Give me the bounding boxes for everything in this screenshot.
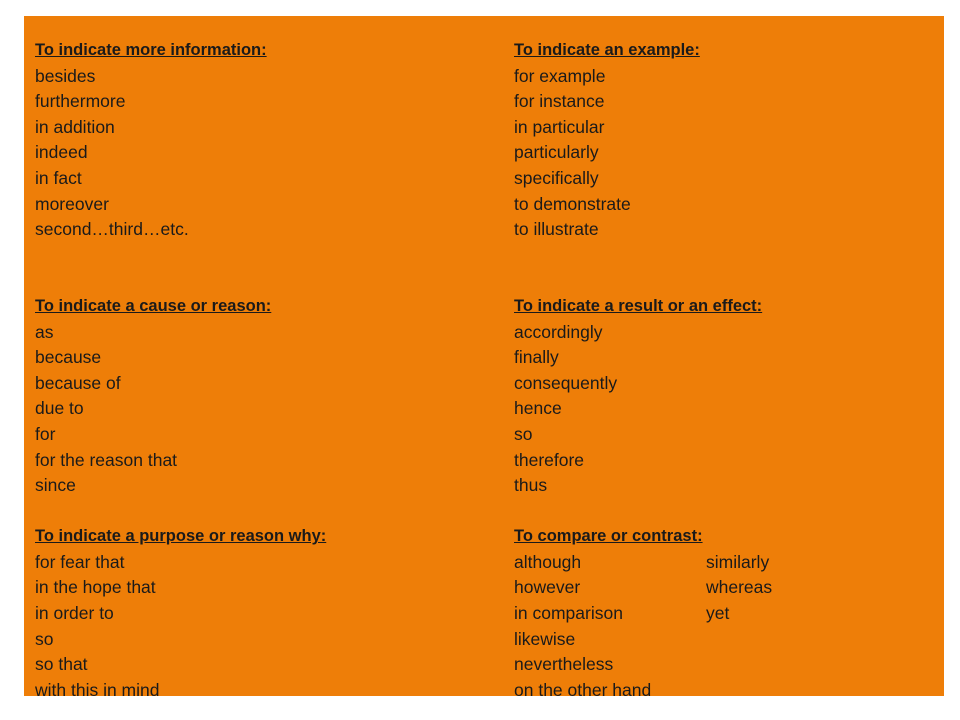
- heading-example: To indicate an example:: [514, 41, 700, 59]
- list-item: in fact: [35, 167, 82, 188]
- list-item: due to: [35, 398, 84, 419]
- heading-more-information: To indicate more information:: [35, 41, 267, 59]
- heading-result-effect: To indicate a result or an effect:: [514, 296, 763, 315]
- list-item: yet: [706, 603, 730, 624]
- list-item: since: [35, 475, 76, 496]
- list-item: particularly: [514, 142, 599, 163]
- transition-words-panel: [24, 16, 944, 700]
- list-item: for: [35, 423, 56, 444]
- list-item: so that: [35, 654, 88, 675]
- heading-cause-reason: To indicate a cause or reason:: [35, 296, 272, 315]
- list-item: accordingly: [514, 321, 603, 342]
- list-item: with this in mind: [35, 679, 160, 700]
- list-item: thus: [514, 475, 548, 496]
- section-result-effect: [514, 294, 772, 499]
- list-item: likewise: [514, 628, 576, 649]
- list-item: in order to: [35, 603, 114, 624]
- list-item: furthermore: [35, 91, 126, 112]
- list-item: although: [514, 551, 582, 572]
- list-item: for the reason that: [35, 449, 178, 470]
- section-example: [514, 38, 772, 243]
- list-item: so: [35, 628, 54, 649]
- section-purpose: [35, 524, 326, 703]
- list-item: finally: [514, 347, 559, 368]
- list-item: because of: [35, 372, 121, 393]
- section-cause-reason: [35, 294, 326, 499]
- list-item: for example: [514, 65, 606, 86]
- list-item: as: [35, 321, 54, 342]
- list-item: to demonstrate: [514, 193, 631, 214]
- list-item: because: [35, 347, 102, 368]
- section-more-information: [35, 38, 326, 243]
- list-item: on the other hand: [514, 679, 652, 700]
- list-item: moreover: [35, 193, 109, 214]
- list-item: similarly: [706, 551, 770, 572]
- left-column: [35, 38, 326, 703]
- heading-compare-contrast: To compare or contrast:: [514, 527, 703, 546]
- list-item: in addition: [35, 116, 115, 137]
- list-item: to illustrate: [514, 219, 599, 240]
- list-item: indeed: [35, 142, 88, 163]
- list-item: in particular: [514, 116, 605, 137]
- heading-purpose: To indicate a purpose or reason why:: [35, 527, 327, 546]
- list-item: hence: [514, 398, 562, 419]
- list-item: besides: [35, 65, 96, 86]
- list-item: therefore: [514, 449, 585, 470]
- list-item: so: [514, 423, 533, 444]
- list-item: second…third…etc.: [35, 219, 189, 240]
- list-item: however: [514, 577, 581, 598]
- list-item: nevertheless: [514, 654, 614, 675]
- list-item: for instance: [514, 91, 605, 112]
- right-column: [514, 38, 772, 703]
- list-item: consequently: [514, 372, 618, 393]
- list-item: for fear that: [35, 551, 125, 572]
- list-item: in the hope that: [35, 577, 156, 598]
- list-item: in comparison: [514, 603, 623, 624]
- list-item: whereas: [706, 577, 773, 598]
- list-item: specifically: [514, 167, 599, 188]
- section-compare-contrast: [514, 524, 772, 703]
